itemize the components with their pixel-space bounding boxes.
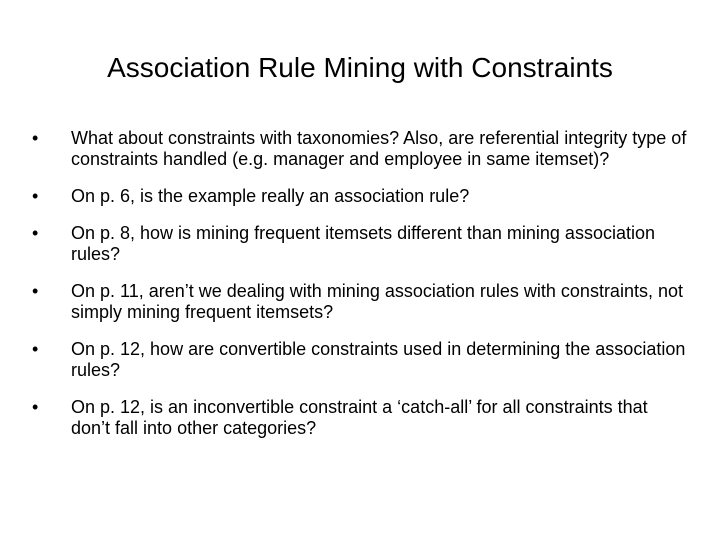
bullet-dot-icon: • — [32, 223, 39, 243]
bullet-dot-icon: • — [32, 128, 39, 148]
slide-title: Association Rule Mining with Constraints — [107, 52, 613, 83]
bullet-dot-icon: • — [32, 397, 39, 417]
bullet-item — [30, 281, 690, 323]
bullet-text: On p. 12, is an inconvertible constraint a ‘catch-all’ for all constraints that don’t fall into other categories? — [71, 397, 648, 438]
bullet-dot-icon: • — [32, 281, 39, 301]
bullet-item — [30, 128, 690, 170]
bullet-text: On p. 12, how are convertible constraints used in determining the association rules? — [71, 339, 686, 380]
bullet-item — [30, 223, 690, 265]
bullet-text: On p. 11, aren’t we dealing with mining association rules with constraints, not simply mining frequent itemsets? — [71, 281, 683, 322]
bullet-text: On p. 6, is the example really an association rule? — [71, 186, 470, 206]
bullet-item — [30, 186, 690, 207]
bullet-item — [30, 339, 690, 381]
bullet-text: What about constraints with taxonomies? Also, are referential integrity type of constraints handled (e.g. manager and employee in same itemset)? — [71, 128, 687, 169]
bullet-dot-icon: • — [32, 186, 39, 206]
bullet-list — [30, 128, 690, 455]
bullet-item — [30, 397, 690, 439]
bullet-text: On p. 8, how is mining frequent itemsets different than mining association rules? — [71, 223, 655, 264]
bullet-dot-icon: • — [32, 339, 39, 359]
